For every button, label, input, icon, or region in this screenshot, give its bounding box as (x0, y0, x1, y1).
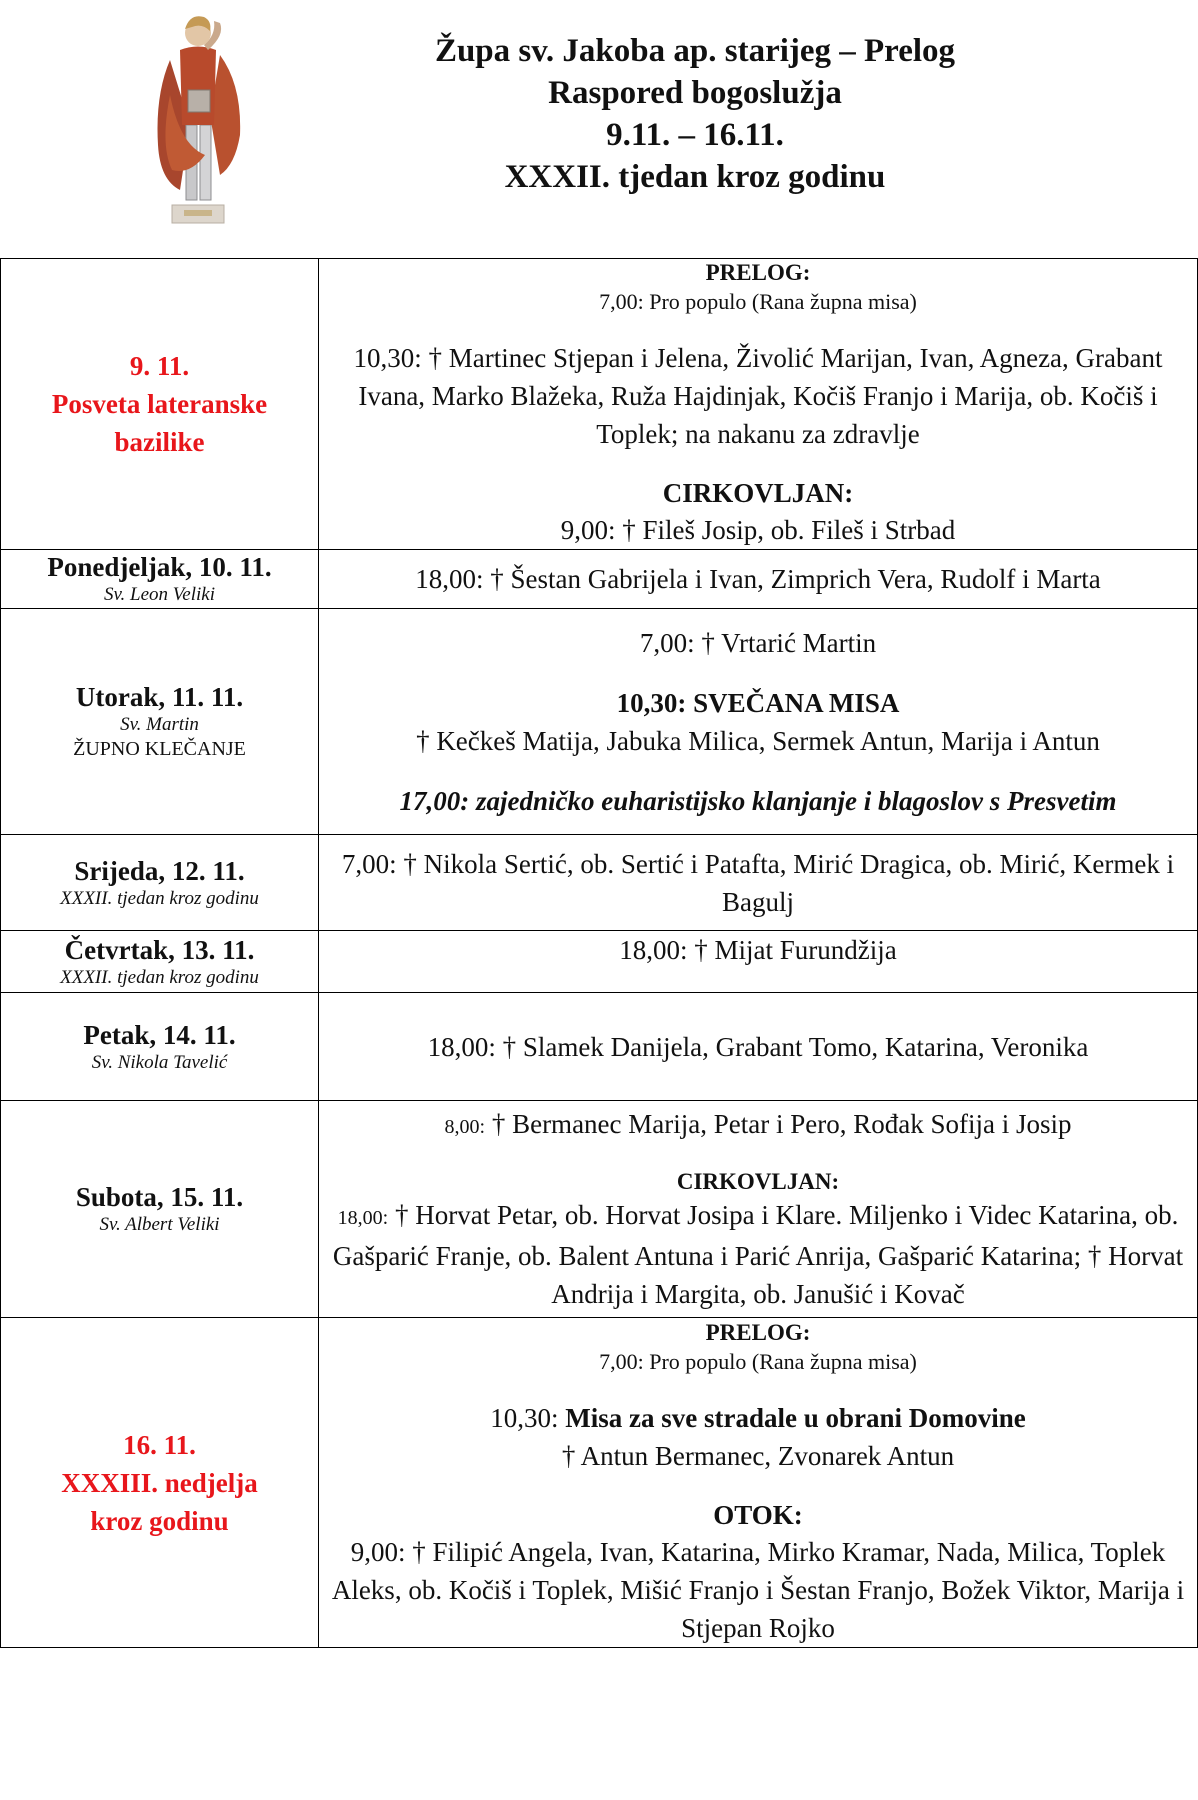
mass-cell (319, 259, 1198, 550)
saint-name: Sv. Albert Veliki (99, 1214, 220, 1235)
mass-cell (319, 609, 1198, 835)
saint-name: XXXII. tjedan kroz godinu (60, 966, 259, 988)
day-name: Četvrtak, 13. 11. (64, 934, 255, 965)
mass-time: 18,00: (337, 1207, 389, 1229)
solemn-mass-title: 10,30: SVEČANA MISA (616, 687, 900, 718)
mass-cell (319, 931, 1198, 993)
day-cell (1, 993, 319, 1101)
saint-name: XXXII. tjedan kroz godinu (60, 887, 259, 909)
mass-intention: † Horvat Petar, ob. Horvat Josipa i Klare. Miljenko i Videc Katarina, ob. Gašparić Franje, ob. Balent Antuna i Parić Anrija, Gašparić Katarina; † Horvat Andrija i Margita, ob. Janušić i Kovač (332, 1200, 1184, 1309)
mass-entry: 18,00: † Slamek Danijela, Grabant Tomo, Katarina, Veronika (427, 1031, 1089, 1062)
table-row (1, 931, 1198, 993)
day-cell (1, 835, 319, 931)
table-row (1, 609, 1198, 835)
feast-name: Posveta lateranske (51, 389, 268, 419)
table-row (1, 1318, 1198, 1648)
mass-cell (319, 1318, 1198, 1648)
mass-intention: † Antun Bermanec, Zvonarek Antun (561, 1440, 955, 1471)
mass-intention: † Bermanec Marija, Petar i Pero, Rođak Sofija i Josip (491, 1109, 1072, 1139)
feast-name-cont: kroz godinu (90, 1505, 229, 1536)
week-title: XXXII. tjedan kroz godinu (504, 159, 886, 195)
mass-entry (325, 1105, 1191, 1146)
page-header (0, 0, 1198, 250)
mass-cell (319, 835, 1198, 931)
table-row (1, 1101, 1198, 1318)
mass-title: Misa za sve stradale u obrani Domovine (565, 1402, 1026, 1433)
day-cell (1, 1318, 319, 1648)
location-label: OTOK: (713, 1499, 803, 1530)
day-name: Ponedjeljak, 10. 11. (47, 552, 272, 582)
page-title (330, 30, 1060, 198)
schedule-title: Raspored bogoslužja (548, 75, 842, 111)
mass-entry: 7,00: Pro populo (Rana župna misa) (599, 1348, 917, 1374)
day-name: Utorak, 11. 11. (75, 682, 244, 712)
mass-cell (319, 550, 1198, 609)
day-date: 16. 11. (123, 1429, 196, 1460)
mass-entry: 9,00: † Filipić Angela, Ivan, Katarina, Mirko Kramar, Nada, Milica, Toplek Aleks, ob. Kočiš i Toplek, Mišić Franjo i Šestan Franjo, Božek Viktor, Marija i Stjepan Rojko (331, 1536, 1185, 1643)
mass-entry (325, 1399, 1191, 1437)
parish-name: Župa sv. Jakoba ap. starijeg – Prelog (434, 33, 956, 69)
day-name: Subota, 15. 11. (75, 1182, 244, 1212)
day-cell (1, 931, 319, 993)
location-label: PRELOG: (705, 1319, 811, 1345)
mass-entry: 7,00: † Nikola Sertić, ob. Sertić i Patafta, Mirić Dragica, ob. Mirić, Kermek i Bagulj (341, 848, 1175, 917)
mass-entry: 10,30: † Martinec Stjepan i Jelena, Živolić Marijan, Ivan, Agneza, Grabant Ivana, Marko Blažeka, Ruža Hajdinjak, Kočiš Franjo i Marija, ob. Kočiš i Toplek; na nakanu za zdravlje (353, 343, 1163, 449)
mass-cell (319, 993, 1198, 1101)
location-label: CIRKOVLJAN: (662, 478, 854, 508)
day-cell (1, 259, 319, 550)
day-cell (1, 550, 319, 609)
saint-statue-image (150, 5, 245, 230)
date-range: 9.11. – 16.11. (606, 117, 784, 153)
table-row (1, 550, 1198, 609)
day-cell (1, 1101, 319, 1318)
mass-entry: † Kečkeš Matija, Jabuka Milica, Sermek Antun, Marija i Antun (416, 725, 1100, 756)
mass-time: 10,30: (490, 1402, 559, 1433)
mass-entry (325, 1196, 1191, 1313)
day-name: Srijeda, 12. 11. (74, 855, 245, 886)
location-label: CIRKOVLJAN: (676, 1169, 840, 1194)
table-row (1, 993, 1198, 1101)
feast-name: XXXIII. nedjelja (61, 1467, 258, 1498)
mass-entry: 18,00: † Šestan Gabrijela i Ivan, Zimprich Vera, Rudolf i Marta (415, 564, 1101, 594)
mass-entry: 18,00: † Mijat Furundžija (619, 935, 897, 965)
saint-name: Sv. Nikola Tavelić (91, 1051, 228, 1073)
day-note: ŽUPNO KLEČANJE (73, 738, 246, 760)
saint-name: Sv. Martin (120, 714, 199, 735)
mass-cell (319, 1101, 1198, 1318)
mass-time: 8,00: (444, 1116, 486, 1138)
table-row (1, 835, 1198, 931)
feast-name-cont: bazilike (114, 427, 205, 457)
location-label: PRELOG: (705, 260, 811, 285)
saint-name: Sv. Leon Veliki (104, 584, 215, 605)
adoration-entry: 17,00: zajedničko euharistijsko klanjanje i blagoslov s Presvetim (399, 785, 1117, 816)
day-name: Petak, 14. 11. (83, 1019, 236, 1050)
mass-entry: 7,00: † Vrtarić Martin (639, 627, 877, 658)
day-date: 9. 11. (129, 351, 190, 381)
mass-schedule-table (0, 258, 1198, 1648)
mass-entry: 7,00: Pro populo (Rana župna misa) (599, 289, 917, 314)
mass-entry: 9,00: † Fileš Josip, ob. Fileš i Strbad (560, 515, 956, 545)
day-cell (1, 609, 319, 835)
table-row (1, 259, 1198, 550)
